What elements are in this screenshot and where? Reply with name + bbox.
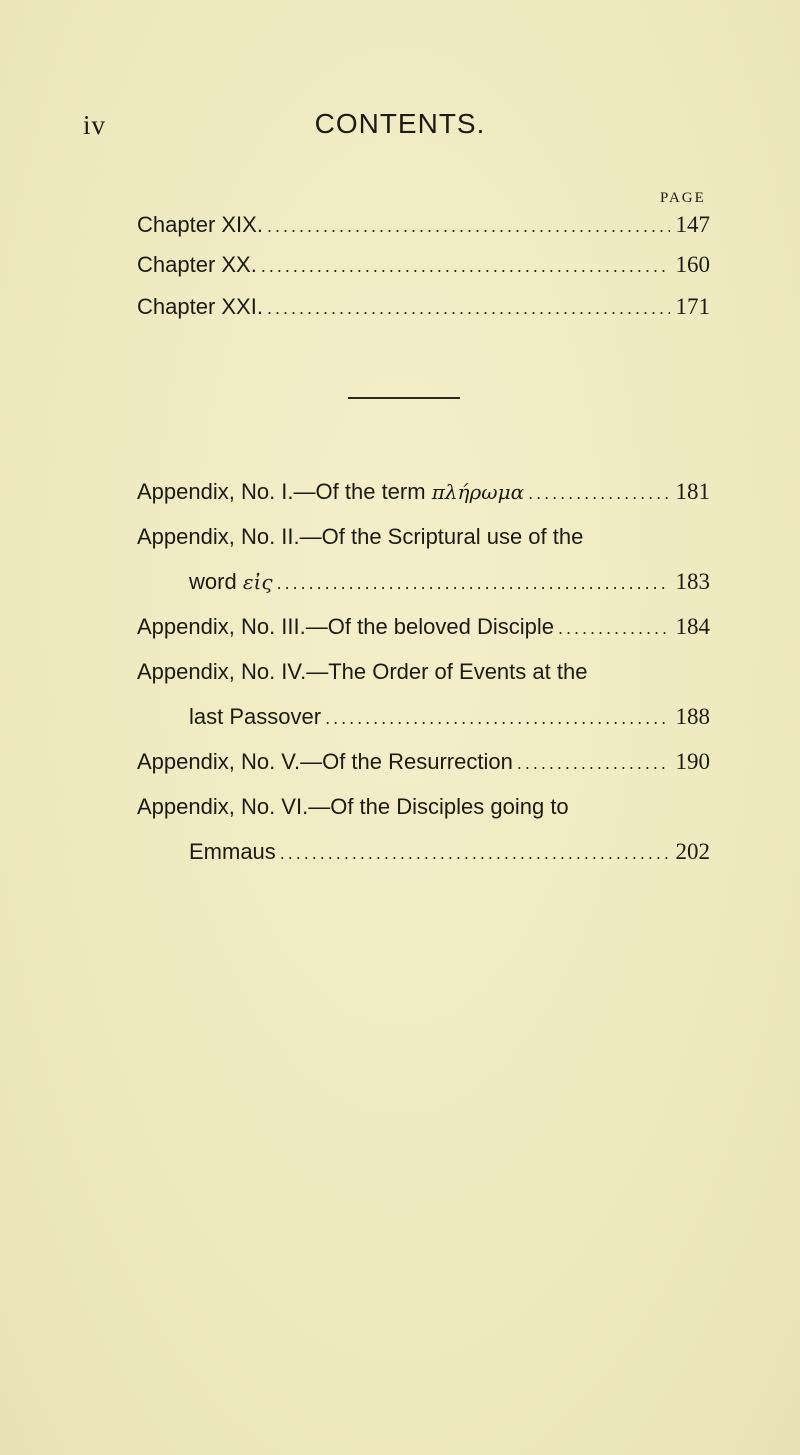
greek-term: πλήρωμα xyxy=(431,480,525,504)
section-divider xyxy=(348,397,460,399)
greek-term: εἰς xyxy=(242,570,273,594)
toc-entry-chapter-20[interactable] xyxy=(137,250,710,281)
dot-leader xyxy=(517,748,670,778)
toc-entry-label: word εἰς xyxy=(189,569,273,594)
toc-entry-appendix-1[interactable] xyxy=(137,477,710,508)
toc-entry-page: 183 xyxy=(675,569,710,594)
toc-entry-label: last Passover xyxy=(189,704,322,729)
toc-entry-label: Chapter XXI. xyxy=(137,294,263,319)
dot-leader xyxy=(277,568,670,598)
toc-entry-label: Chapter XX. xyxy=(137,252,257,277)
toc-entry-appendix-4[interactable] xyxy=(189,702,710,733)
dot-leader xyxy=(267,211,670,241)
toc-entry-page: 202 xyxy=(675,839,710,864)
page-column-label: PAGE xyxy=(660,190,706,206)
page-number: iv xyxy=(83,110,107,140)
toc-entry-page: 184 xyxy=(675,614,710,639)
dot-leader xyxy=(280,838,670,868)
dot-leader xyxy=(267,293,670,323)
toc-entry-appendix-6[interactable] xyxy=(189,837,710,868)
toc-entry-appendix-3[interactable] xyxy=(137,612,710,643)
toc-entry-label: Chapter XIX. xyxy=(137,212,263,237)
toc-entry-label: Appendix, No. III.—Of the beloved Disciple xyxy=(137,614,554,639)
toc-entry-label: Emmaus xyxy=(189,839,276,864)
toc-entry-appendix-4-line1[interactable]: Appendix, No. IV.—The Order of Events at the xyxy=(137,659,588,684)
dot-leader xyxy=(558,613,670,643)
toc-entry-chapter-19[interactable] xyxy=(137,210,710,241)
toc-entry-label: Appendix, No. V.—Of the Resurrection xyxy=(137,749,513,774)
toc-entry-page: 190 xyxy=(675,749,710,774)
toc-entry-page: 181 xyxy=(675,479,710,504)
toc-entry-label: Appendix, No. I.—Of the term πλήρωμα xyxy=(137,479,525,504)
dot-leader xyxy=(325,703,669,733)
page-title: CONTENTS. xyxy=(314,108,486,139)
toc-entry-page: 147 xyxy=(675,212,710,237)
toc-entry-appendix-5[interactable] xyxy=(137,747,710,778)
toc-entry-appendix-6-line1[interactable]: Appendix, No. VI.—Of the Disciples going to xyxy=(137,794,569,819)
toc-entry-page: 160 xyxy=(675,252,710,277)
toc-entry-chapter-21[interactable] xyxy=(137,292,710,323)
dot-leader xyxy=(528,478,669,508)
toc-entry-appendix-2[interactable] xyxy=(189,567,710,598)
toc-entry-page: 188 xyxy=(675,704,710,729)
dot-leader xyxy=(261,251,670,281)
toc-entry-page: 171 xyxy=(675,294,710,319)
toc-entry-appendix-2-line1[interactable]: Appendix, No. II.—Of the Scriptural use of the xyxy=(137,524,584,549)
